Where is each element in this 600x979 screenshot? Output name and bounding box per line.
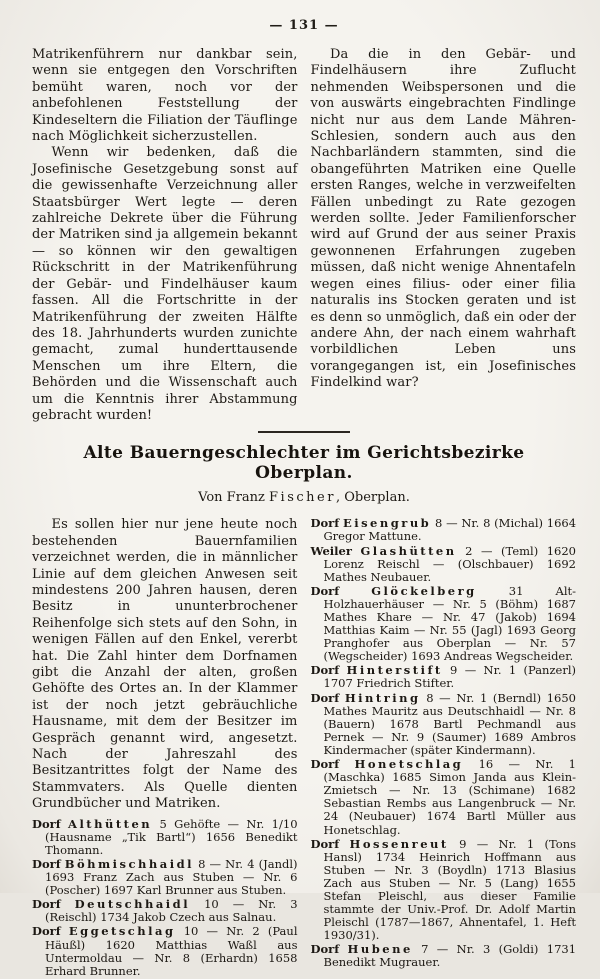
village-type: Dorf [32, 856, 61, 871]
bottom-left-column [32, 517, 298, 978]
top-right-column [311, 47, 577, 424]
village-type: Dorf [32, 924, 61, 939]
village-type: Dorf [310, 583, 340, 598]
village-name: Glashütten [360, 543, 457, 558]
village-details: 8 — Nr. 8 (Michal) 1664 Gregor Mattune. [323, 516, 577, 544]
village-name: Deutschhaidl [74, 897, 191, 912]
village-type: Weiler [310, 543, 352, 558]
village-entry [311, 758, 577, 837]
byline-suffix: , Oberplan. [335, 490, 410, 506]
village-name: Hinterstift [346, 663, 443, 678]
paragraph: Da die in den Gebär- und Findelhäusern ihre Zuflucht nehmenden Weibspersonen und die von auswärts eingebrachten Findlinge nicht nur aus dem Lande Mähren-Schlesien, sondern auch aus den Nachbarländern stammten, sind die obangeführten Matriken eine Quelle ersten Ranges, welche in verzweifelten Fällen unbedingt zu Rate gezogen werden sollte. Jeder Familienforscher wird auf Grund der aus seiner Praxis gewonnenen Erfahrungen zugeben müssen, daß nicht wenige Ahnentafeln wegen eines filius- oder einer filia naturalis ins Stocken geraten und ist es denn so unmöglich, daß ein oder der andere Ahn, der nach einem wahrhaft vorbildlichen Leben uns vorangegangen ist, ein Josefinisches Findelkind war? [310, 47, 576, 391]
paragraph: Matrikenführern nur dankbar sein, wenn sie entgegen den Vorschriften bemüht waren, noch vor der anbefohlenen Feststellung der Kindeseltern die Filiation der Täuflinge nach Möglichkeit sicherzustellen. [32, 47, 298, 145]
village-entry [32, 818, 298, 857]
village-name: Eisengrub [342, 516, 432, 531]
village-type: Dorf [310, 663, 340, 678]
village-entry [311, 943, 577, 969]
bottom-article-columns [32, 517, 576, 978]
village-details: 10 — Nr. 3 (Reischl) 1734 Jakob Czech aus Salnau. [45, 897, 298, 925]
village-entry [311, 585, 577, 664]
village-type: Dorf [32, 897, 61, 912]
village-entry [32, 898, 298, 924]
village-name: Glöckelberg [371, 583, 477, 598]
village-details: 5 Gehöfte — Nr. 1/10 (Hausname „Tik Bartl“) 1656 Benedikt Thomann. [45, 816, 298, 857]
village-entry [311, 545, 577, 584]
village-type: Dorf [310, 757, 340, 772]
top-left-column [32, 47, 298, 424]
village-name: Honetschlag [354, 757, 464, 772]
village-details: 8 — Nr. 4 (Jandl) 1693 Franz Zach aus Stuben — Nr. 6 (Poscher) 1697 Karl Brunner aus Stuben. [45, 856, 298, 898]
author-name: Fischer [269, 490, 336, 506]
village-type: Dorf [310, 836, 340, 851]
village-type: Dorf [310, 516, 340, 531]
byline-prefix: Von Franz [198, 490, 265, 506]
top-article-columns [32, 47, 576, 424]
village-details: 7 — Nr. 3 (Goldi) 1731 Benedikt Mugrauer. [323, 942, 577, 970]
paragraph: Wenn wir bedenken, daß die Josefinische Gesetzgebung sonst auf die gewissenhafte Verzeichnung aller Staatsbürger Wert legte — deren zahlreiche Dekrete über die Führung der Matriken sind ja allgemein bekannt — so können wir den gewaltigen Rückschritt in der Matrikenführung der Gebär- und Findelhäuser kaum fassen. All die Fortschritte in der Matrikenführung der zweiten Hälfte des 18. Jahrhunderts wurden zunichte gemacht, zumal hunderttausende Menschen um ihre Eltern, die Behörden und die Wissenschaft auch um die Kenntnis ihrer Abstammung gebracht wurden! [32, 145, 298, 423]
village-name: Althütten [68, 816, 153, 831]
village-entry [311, 838, 577, 943]
village-entry [311, 692, 577, 757]
village-name: Eggetschlag [68, 924, 176, 939]
village-name: Hossenreut [349, 836, 449, 851]
village-type: Dorf [310, 942, 340, 957]
village-name: Böhmischhaidl [64, 856, 194, 871]
village-name: Hintring [344, 690, 421, 705]
village-details: 16 — Nr. 1 (Maschka) 1685 Simon Janda aus Klein-Zmietsch — Nr. 13 (Schimane) 1682 Sebastian Rembs aus Langenbruck — Nr. 24 (Neubauer) 1674 Bartl Müller aus Honetschlag. [323, 757, 576, 837]
village-details: 2 — (Teml) 1620 Lorenz Reischl — (Olschbauer) 1692 Mathes Neubauer. [323, 543, 576, 584]
section-divider-rule [258, 431, 350, 433]
village-entry [311, 517, 577, 543]
village-name: Hubene [347, 942, 413, 957]
village-type: Dorf [32, 816, 61, 831]
village-type: Dorf [310, 690, 340, 705]
page-number: — 131 — [269, 18, 339, 33]
village-entry [32, 858, 298, 897]
byline [32, 490, 576, 505]
village-details: 9 — Nr. 1 (Panzerl) 1707 Friedrich Stifter. [323, 663, 576, 691]
village-entry [32, 925, 298, 977]
village-details: 31 Alt-Holzhauerhäuser — Nr. 5 (Böhm) 1687 Mathes Khare — Nr. 47 (Jakob) 1694 Matthias Kaim — Nr. 55 (Jagl) 1693 Georg Pranghofer aus Oberplan — Nr. 57 (Wegscheider) 1693 Andreas Wegscheider. [323, 583, 576, 664]
village-details: 9 — Nr. 1 (Tons Hansl) 1734 Heinrich Hoffmann aus Stuben — Nr. 3 (Boydln) 1713 Blasius Zach aus Stuben — Nr. 5 (Lang) 1655 Stefan Pleischl, aus dieser Familie stammte der Univ.-Prof. Dr. Adolf Martin Pleischl (1787—1867, Ahnentafel, 1. Heft 1930/31). [323, 836, 577, 943]
village-details: 8 — Nr. 1 (Berndl) 1650 Mathes Mauritz aus Deutschhaidl — Nr. 8 (Bauern) 1678 Bartl Pechmandl aus Pernek — Nr. 9 (Saumer) 1689 Ambros Kindermacher (später Kindermann). [323, 690, 576, 757]
village-entries-right [311, 517, 577, 969]
bottom-right-column [311, 517, 577, 978]
article-intro: Es sollen hier nur jene heute noch bestehenden Bauernfamilien verzeichnet werden, die in männlicher Linie auf dem gleichen Anwesen seit mindestens 200 Jahren hausen, deren Besitz in ununterbrochener Reihenfolge sich stets auf den Sohn, in wenigen Fällen auf den Enkel, vererbt hat. Die Zahl hinter dem Dorfnamen gibt die Anzahl der alten, großen Gehöfte des Ortes an. In der Klammer ist der noch jetzt gebräuchliche Hausname, mit dem der Besitzer im Gespräch genannt wird, angesetzt. Nach der Jahreszahl des Besitzantrittes folgt der Name des Stammvaters. Als Quelle dienten Grundbücher und Matriken. [32, 517, 298, 812]
article-title: Alte Bauerngeschlechter im Gerichtsbezirke Oberplan. [83, 443, 525, 484]
village-entries-left [32, 818, 298, 978]
village-details: 10 — Nr. 2 (Paul Häußl) 1620 Matthias Waßl aus Untermoldau — Nr. 8 (Erhardn) 1658 Erhard Brunner. [45, 924, 298, 978]
village-entry [311, 664, 577, 690]
